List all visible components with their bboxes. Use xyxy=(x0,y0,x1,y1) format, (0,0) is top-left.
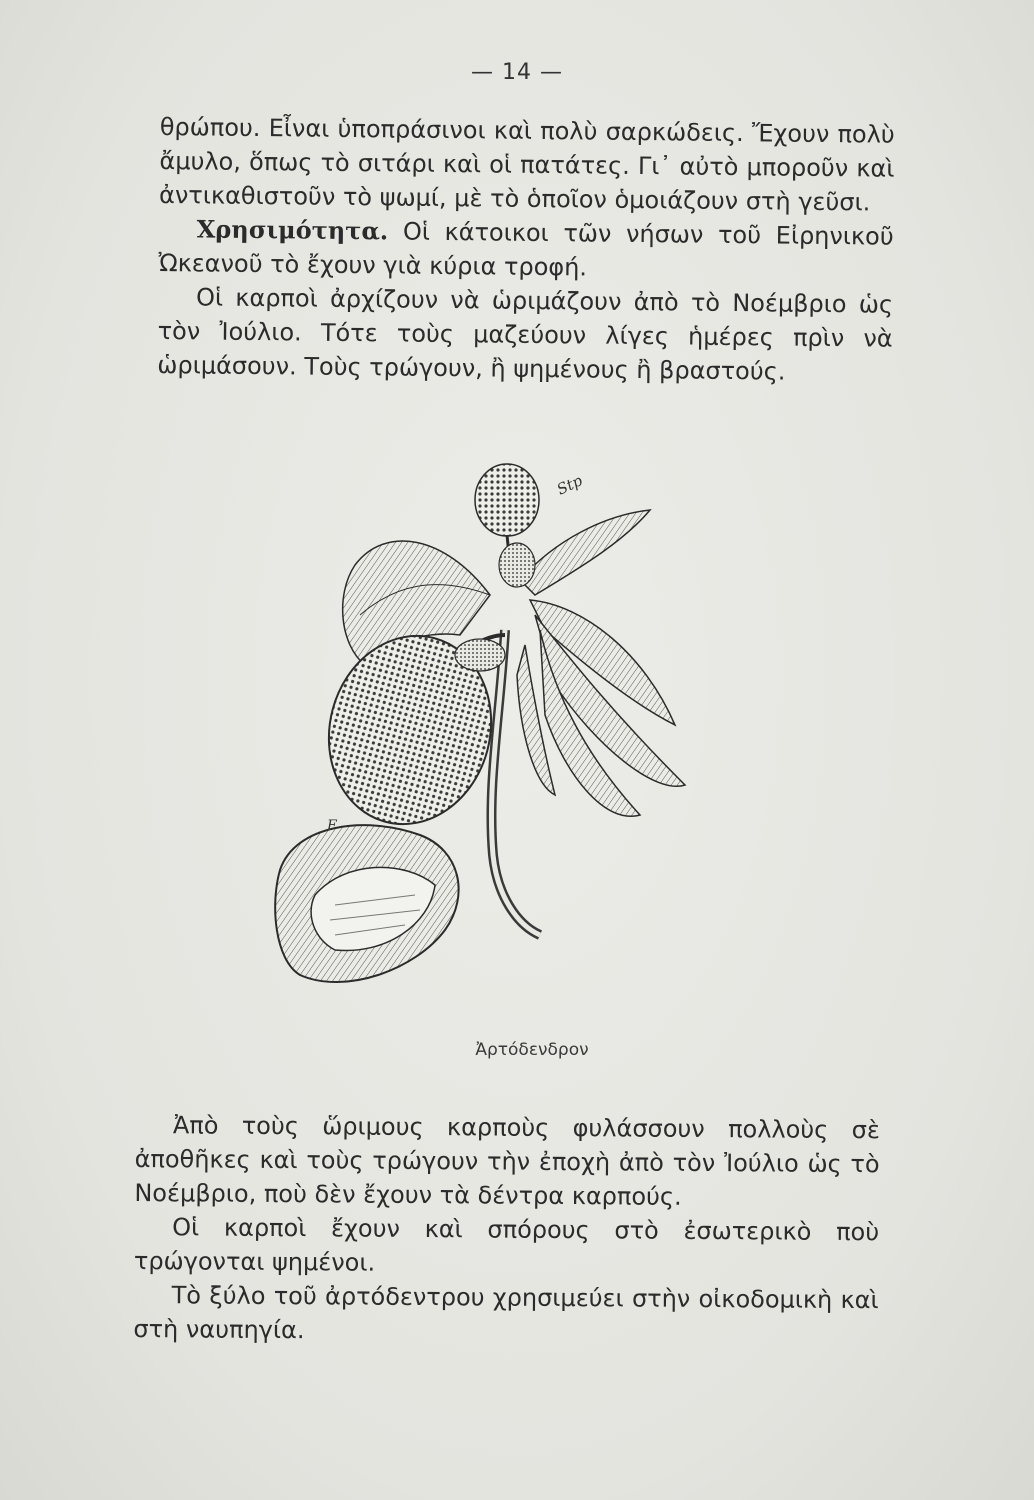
leaf-upper-right xyxy=(520,510,650,595)
illustration-label-f: F xyxy=(327,818,337,834)
illustration-signature: Stp xyxy=(554,471,586,499)
young-fruit xyxy=(455,639,505,671)
paragraph-seeds: Οἱ καρποὶ ἔχουν καὶ σπόρους στὸ ἐσωτερικὸ ποὺ τρώγονται ψημένοι. xyxy=(133,1213,880,1277)
bottom-text-block xyxy=(133,1108,880,1351)
breadfruit-illustration xyxy=(255,455,785,1035)
illustration-caption: Ἀρτόδενδρον xyxy=(475,1040,589,1060)
page-number: — 14 — xyxy=(471,60,563,85)
paragraph-ripening: Οἱ καρποὶ ἀρχίζουν νὰ ὡριμάζουν ἀπὸ τὸ Νοέμβριο ὡς τὸν Ἰούλιο. Τότε τοὺς μαζεύουν λίγες ἡμέρες πρὶν νὰ ὡριμάσουν. Τοὺς τρώγουν, ἢ ψημένους ἢ βραστούς. xyxy=(157,283,894,386)
paragraph-usefulness xyxy=(158,212,894,288)
usefulness-text: Οἱ κάτοικοι τῶν νήσων τοῦ Εἰρηνικοῦ Ὠκεανοῦ τὸ ἔχουν γιὰ κύρια τροφή. xyxy=(158,217,894,282)
paragraph-wood: Τὸ ξύλο τοῦ ἀρτόδεντρου χρησιμεύει στὴν οἰκοδομικὴ καὶ στὴ ναυπηγία. xyxy=(133,1281,879,1345)
paragraph-continuation: θρώπου. Εἶναι ὑποπράσινοι καὶ πολὺ σαρκώδεις. Ἔχουν πολὺ ἄμυλο, ὅπως τὸ σιτάρι καὶ οἱ πατάτες. Γι᾿ αὐτὸ μποροῦν καὶ ἀντικαθιστοῦν τὸ ψωμί, μὲ τὸ ὁποῖον ὁμοιάζουν στὴ γεῦσι. xyxy=(158,112,895,217)
small-fruit-bud xyxy=(499,543,535,587)
paragraph-storage: Ἀπὸ τοὺς ὥριμους καρποὺς φυλάσσουν πολλοὺς σὲ ἀποθῆκες καὶ τοὺς τρώγουν τὴν ἐποχὴ ἀπὸ τὸν Ἰούλιο ὡς τὸ Νοέμβριο, ποὺ δὲν ἔχουν τὰ δέντρα καρπούς. xyxy=(134,1111,880,1211)
small-fruit-top xyxy=(475,464,539,536)
usefulness-heading: Χρησιμότητα. xyxy=(196,214,389,246)
top-text-block xyxy=(157,110,895,390)
